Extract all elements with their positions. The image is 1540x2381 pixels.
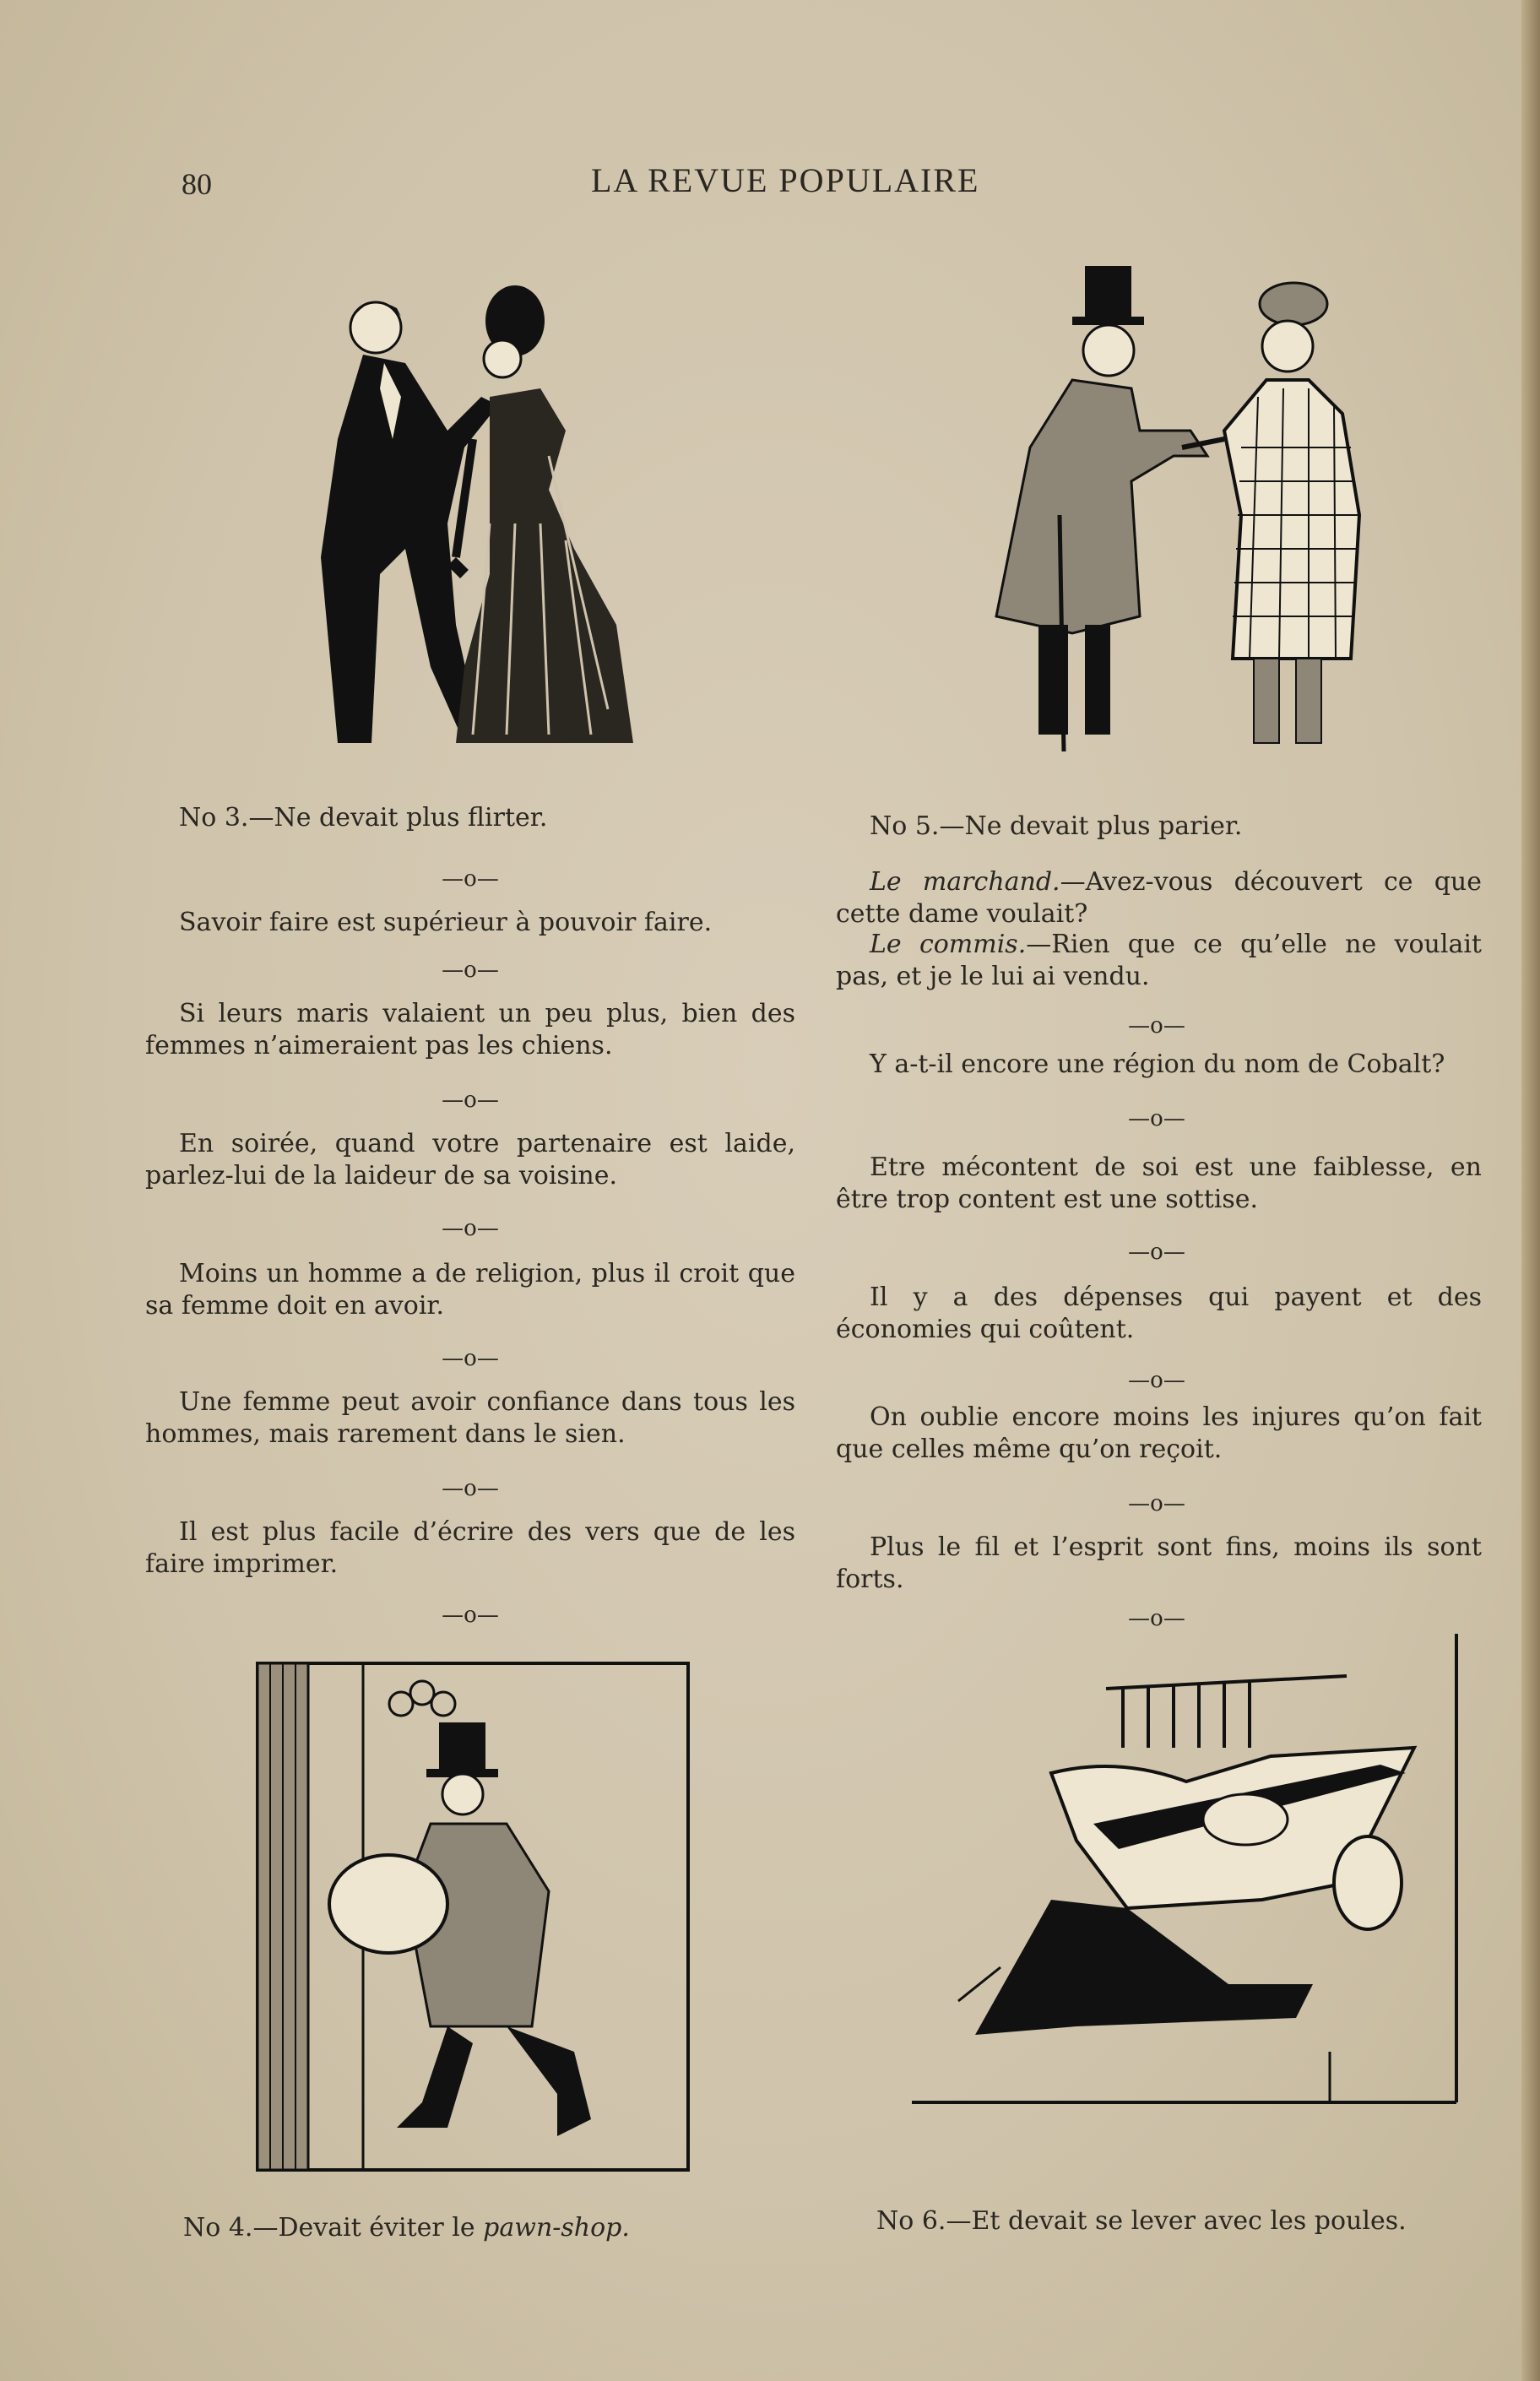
running-title: LA REVUE POPULAIRE <box>591 161 980 199</box>
separator: —o— <box>442 1346 499 1371</box>
dialogue-line <box>836 929 1482 993</box>
paragraph-text: Il y a des dépenses qui payent et des économies qui coûtent. <box>836 1283 1482 1344</box>
paragraph-text: Si leurs maris valaient un peu plus, bien des femmes n’aimeraient pas les chiens. <box>145 999 795 1060</box>
figure-5-illustration <box>903 262 1435 768</box>
figure-4-caption-text: No 4.—Devait éviter le <box>183 2213 484 2243</box>
figure-3-caption: No 3.—Ne devait plus flirter. <box>179 803 548 833</box>
paragraph <box>145 998 795 1062</box>
separator: —o— <box>442 957 499 983</box>
separator: —o— <box>442 866 499 892</box>
paragraph <box>145 1128 795 1192</box>
figure-4-illustration <box>253 1655 692 2178</box>
paragraph <box>836 1282 1482 1346</box>
separator: —o— <box>1128 1491 1185 1516</box>
paragraph-text: En soirée, quand votre partenaire est laide, parlez-lui de la laideur de sa voisine. <box>145 1129 795 1190</box>
dialogue-line <box>836 866 1482 930</box>
paragraph: Y a-t-il encore une région du nom de Cobalt? <box>870 1049 1445 1079</box>
dialogue-text: —Rien que ce qu’elle ne voulait pas, et je le lui ai vendu. <box>836 930 1482 991</box>
paragraph-text: On oublie encore moins les injures qu’on fait que celles même qu’on reçoit. <box>836 1402 1482 1464</box>
speaker-label: Le marchand. <box>870 867 1060 897</box>
paragraph-text: Plus le fil et l’esprit sont fins, moins ils sont forts. <box>836 1532 1482 1594</box>
paragraph <box>836 1152 1482 1216</box>
paragraph <box>836 1532 1482 1596</box>
paragraph-text: Moins un homme a de religion, plus il croit que sa femme doit en avoir. <box>145 1259 795 1321</box>
page-header <box>0 156 1540 207</box>
page-number: 80 <box>182 167 212 201</box>
paragraph <box>145 1516 795 1581</box>
figure-4-caption-italic: pawn-shop. <box>483 2213 630 2243</box>
separator: —o— <box>1128 1368 1185 1393</box>
paragraph <box>836 1402 1482 1466</box>
separator: —o— <box>1128 1013 1185 1039</box>
separator: —o— <box>1128 1606 1185 1631</box>
paragraph <box>145 1386 795 1451</box>
paragraph: Savoir faire est supérieur à pouvoir faire. <box>179 908 713 937</box>
paragraph-text: Une femme peut avoir confiance dans tous les hommes, mais rarement dans le sien. <box>145 1387 795 1449</box>
separator: —o— <box>442 1216 499 1241</box>
figure-4-caption <box>183 2212 630 2244</box>
figure-5-caption: No 5.—Ne devait plus parier. <box>870 811 1243 841</box>
figure-6-illustration <box>908 1630 1465 2170</box>
paragraph-text: Etre mécontent de soi est une faiblesse, en être trop content est une sottise. <box>836 1153 1482 1214</box>
separator: —o— <box>1128 1239 1185 1265</box>
separator: —o— <box>442 1603 499 1628</box>
page-edge-shadow <box>1521 0 1540 2381</box>
figure-3-illustration <box>211 270 751 768</box>
speaker-label: Le commis. <box>870 930 1027 959</box>
separator: —o— <box>442 1476 499 1501</box>
dialogue-text: —Avez-vous découvert ce que cette dame voulait? <box>836 867 1482 929</box>
paragraph-text: Il est plus facile d’écrire des vers que de les faire imprimer. <box>145 1517 795 1579</box>
figure-6-caption: No 6.—Et devait se lever avec les poules. <box>876 2206 1407 2236</box>
separator: —o— <box>1128 1106 1185 1131</box>
paragraph <box>145 1258 795 1322</box>
separator: —o— <box>442 1087 499 1113</box>
